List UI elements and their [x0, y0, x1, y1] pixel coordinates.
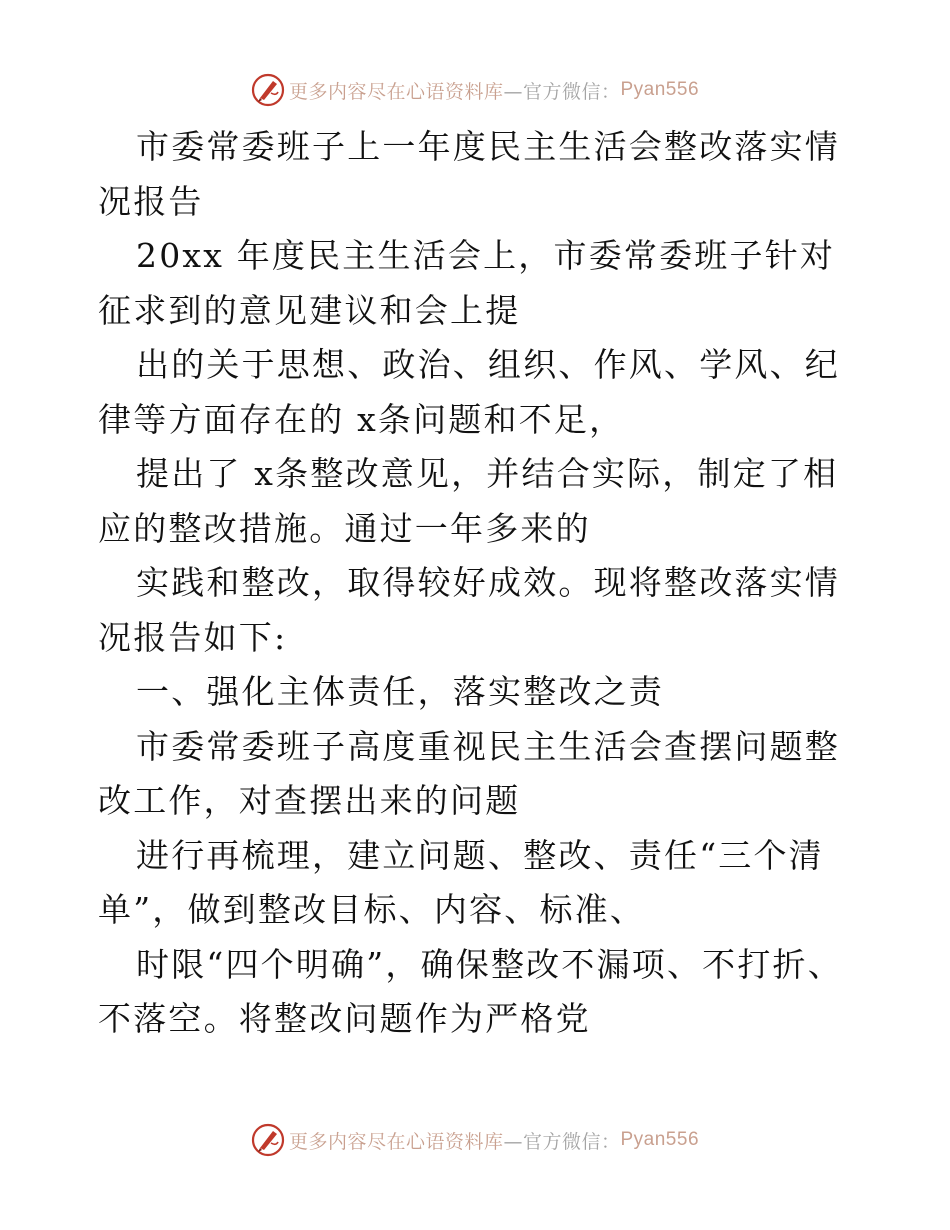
paragraph: 市委常委班子高度重视民主生活会查摆问题整改工作，对查摆出来的问题 — [98, 726, 840, 820]
banner-site-name: 更多内容尽在心语资料库 — [288, 80, 504, 103]
paragraph: 20xx 年度民主生活会上，市委常委班子针对征求到的意见建议和会上提 — [98, 236, 836, 330]
paragraph: 出的关于思想、政治、组织、作风、学风、纪律等方面存在的 x条问题和不足， — [98, 345, 840, 439]
banner-wechat-id: Pyan556 — [620, 1129, 700, 1150]
paragraph: 提出了 x条整改意见，并结合实际，制定了相应的整改措施。通过一年多来的 — [98, 454, 839, 548]
document-body — [98, 120, 858, 1047]
document-title: 市委常委班子上一年度民主生活会整改落实情况报告 — [98, 127, 840, 221]
paragraph: 时限“四个明确”，确保整改不漏项、不打折、不落空。将整改问题作为严格党 — [98, 944, 843, 1038]
banner-wechat-id: Pyan556 — [620, 79, 700, 100]
paragraph: 进行再梳理，建立问题、整改、责任“三个清单”，做到整改目标、内容、标准、 — [98, 835, 824, 929]
quill-pen-logo-icon — [251, 73, 285, 107]
banner-separator: —官方微信： — [503, 80, 621, 103]
banner-separator: —官方微信： — [503, 1130, 621, 1153]
quill-pen-logo-icon — [251, 1123, 285, 1157]
section-heading: 一、强化主体责任，落实整改之责 — [136, 672, 664, 711]
paragraph: 实践和整改，取得较好成效。现将整改落实情况报告如下: — [98, 563, 840, 657]
header-banner — [0, 70, 950, 110]
footer-banner — [0, 1120, 950, 1160]
banner-site-name: 更多内容尽在心语资料库 — [288, 1130, 504, 1153]
